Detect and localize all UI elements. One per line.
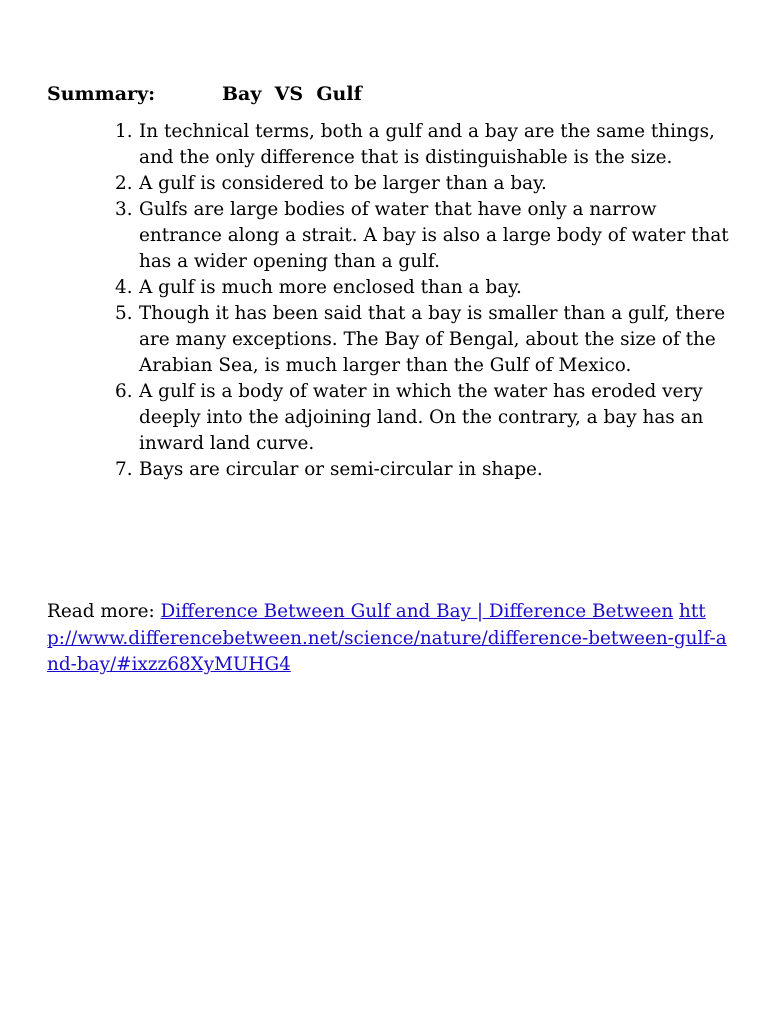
read-more-paragraph — [47, 599, 727, 679]
list-item — [0, 379, 729, 457]
list-item-number: 7. — [115, 459, 133, 480]
list-item — [0, 275, 729, 301]
list-item-text: A gulf is considered to be larger than a bay. — [139, 173, 547, 194]
summary-heading — [47, 82, 362, 106]
list-item-text: A gulf is a body of water in which the water has eroded very deeply into the adjoining land. On the contrary, a bay has an inward land curve. — [139, 381, 704, 454]
list-item-number: 5. — [115, 303, 133, 324]
list-item-text: A gulf is much more enclosed than a bay. — [139, 277, 522, 298]
read-more-url-link[interactable]: http://www.differencebetween.net/science/nature/difference-between-gulf-and-bay/#ixzz68XyMUHG4 — [47, 601, 727, 675]
summary-label: Summary: — [47, 83, 156, 105]
summary-points-list — [0, 119, 768, 483]
list-item-number: 3. — [115, 199, 133, 220]
list-item — [0, 457, 729, 483]
list-item-text: Gulfs are large bodies of water that have only a narrow entrance along a strait. A bay is also a large body of water that has a wider opening than a gulf. — [139, 199, 729, 272]
summary-title: Bay VS Gulf — [222, 83, 362, 105]
list-item-number: 1. — [115, 121, 133, 142]
read-more-title-link[interactable]: Difference Between Gulf and Bay | Difference Between — [160, 601, 674, 622]
list-item — [0, 119, 729, 171]
list-item-number: 4. — [115, 277, 133, 298]
list-item — [0, 301, 729, 379]
list-item-number: 2. — [115, 173, 133, 194]
list-item-text: Bays are circular or semi-circular in shape. — [139, 459, 543, 480]
list-item-text: Though it has been said that a bay is smaller than a gulf, there are many exceptions. The Bay of Bengal, about the size of the Arabian Sea, is much larger than the Gulf of Mexico. — [139, 303, 726, 376]
read-more-prefix: Read more: — [47, 601, 161, 622]
list-item-number: 6. — [115, 381, 133, 402]
list-item — [0, 197, 729, 275]
list-item — [0, 171, 729, 197]
list-item-text: In technical terms, both a gulf and a bay are the same things, and the only difference that is distinguishable is the size. — [139, 121, 715, 168]
